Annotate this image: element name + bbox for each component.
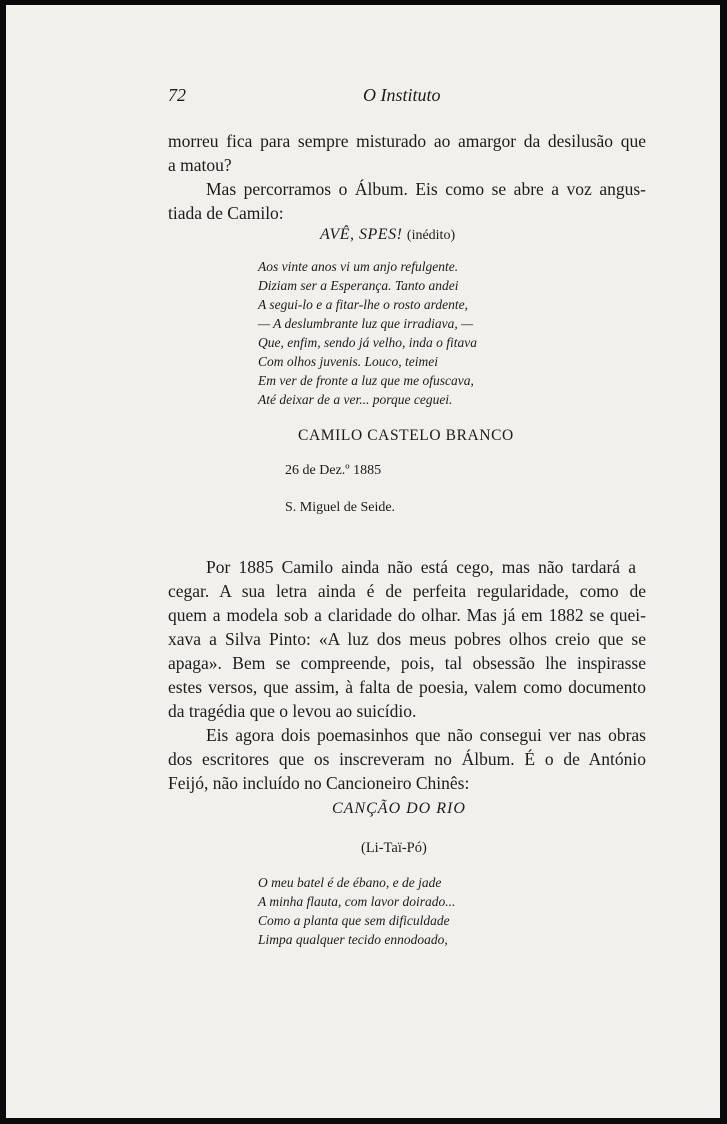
- poem2-verse-2: A minha flauta, com lavor doirado...: [258, 894, 456, 909]
- poem1-title-text: AVÊ, SPES!: [320, 226, 403, 243]
- intro-line-2: a matou?: [168, 155, 232, 175]
- poem1-verse-1: Aos vinte anos vi um anjo refulgente.: [258, 259, 459, 274]
- intro-line-1: morreu fica para sempre misturado ao amargor da desilusão que: [168, 131, 646, 151]
- body-line-10: Feijó, não incluído no Cancioneiro Chinês:: [168, 773, 470, 793]
- poem1-place: S. Miguel de Seide.: [285, 500, 396, 515]
- body-line-3: quem a modela sob a claridade do olhar. Mas já em 1882 se quei-: [168, 605, 646, 625]
- body-line-5: apaga». Bem se compreende, pois, tal obsessão lhe inspirasse: [168, 653, 646, 673]
- poem1-date: 26 de Dez.º 1885: [285, 463, 382, 478]
- page-number: 72: [168, 85, 186, 105]
- poem1-verse-6: Com olhos juvenis. Louco, teimei: [258, 354, 438, 369]
- poem1-verse-5: Que, enfim, sendo já velho, inda o fitava: [258, 335, 477, 350]
- book-page: [6, 5, 720, 1118]
- poem1-verse-7: Em ver de fronte a luz que me ofuscava,: [258, 373, 474, 388]
- poem2-verse-3: Como a planta que sem dificuldade: [258, 913, 450, 928]
- poem1-verse-4: — A deslumbrante luz que irradiava, —: [258, 316, 474, 331]
- poem2-subtitle: (Li-Taï-Pó): [361, 840, 427, 856]
- poem1-verse-8: Até deixar de a ver... porque ceguei.: [258, 392, 453, 407]
- running-title: O Instituto: [363, 85, 441, 105]
- poem1-title: [320, 226, 455, 244]
- intro-line-4: tiada de Camilo:: [168, 203, 284, 223]
- body-line-8: Eis agora dois poemasinhos que não consegui ver nas obras: [206, 725, 646, 745]
- body-line-6: estes versos, que assim, à falta de poesia, valem como documento: [168, 677, 646, 697]
- poem1-note: (inédito): [406, 228, 456, 243]
- poem2-verse-4: Limpa qualquer tecido ennodoado,: [258, 932, 448, 947]
- poem2-verse-1: O meu batel é de ébano, e de jade: [258, 875, 442, 890]
- body-line-9: dos escritores que os inscreveram no Álbum. É o de António: [168, 749, 646, 769]
- body-line-1: Por 1885 Camilo ainda não está cego, mas não tardará a: [206, 557, 636, 577]
- body-line-2: cegar. A sua letra ainda é de perfeita regularidade, como de: [168, 581, 646, 601]
- poem1-verse-2: Diziam ser a Esperança. Tanto andei: [258, 278, 459, 293]
- poem2-title: CANÇÃO DO RIO: [332, 800, 466, 817]
- body-line-7: da tragédia que o levou ao suicídio.: [168, 701, 417, 721]
- intro-line-3: Mas percorramos o Álbum. Eis como se abre a voz angus-: [206, 179, 646, 199]
- poem1-author: CAMILO CASTELO BRANCO: [298, 427, 514, 444]
- body-line-4: xava a Silva Pinto: «A luz dos meus pobres olhos creio que se: [168, 629, 646, 649]
- poem1-verse-3: A segui-lo e a fitar-lhe o rosto ardente,: [258, 297, 468, 312]
